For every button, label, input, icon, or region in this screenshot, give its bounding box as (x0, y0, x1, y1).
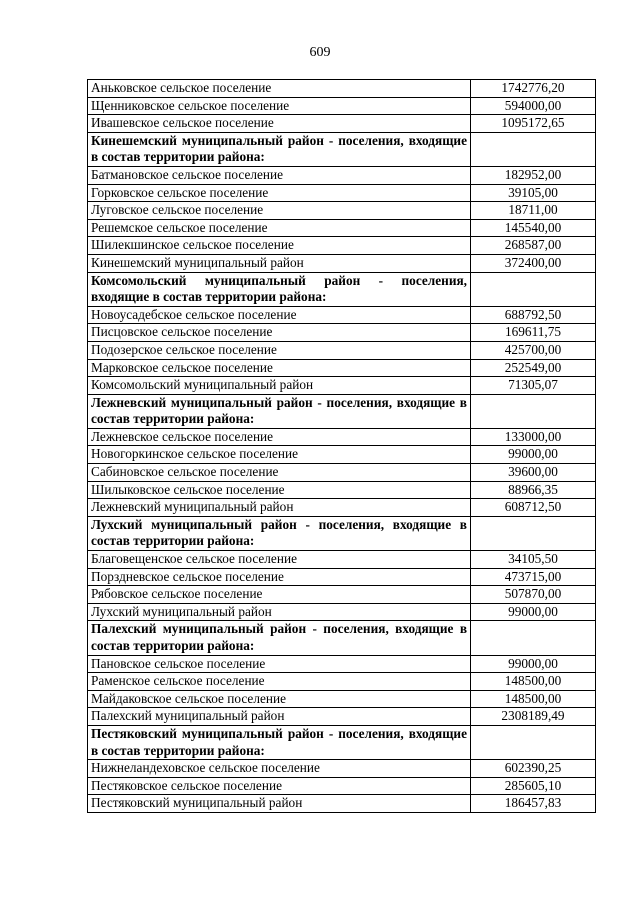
amount-cell: 594000,00 (471, 97, 596, 115)
amount-cell: 425700,00 (471, 341, 596, 359)
settlement-name: Благовещенское сельское поселение (88, 551, 471, 569)
amount-cell (471, 516, 596, 550)
settlement-name: Кинешемский муниципальный район (88, 254, 471, 272)
district-header-name: Кинешемский муниципальный район - поселения, входящие в состав территории района: (88, 132, 471, 166)
amount-cell: 602390,25 (471, 760, 596, 778)
district-header-name: Комсомольский муниципальный район - поселения, входящие в состав территории района: (88, 272, 471, 306)
amount-cell: 182952,00 (471, 166, 596, 184)
amount-cell (471, 132, 596, 166)
table-row (88, 499, 596, 517)
amount-cell: 133000,00 (471, 428, 596, 446)
table-row (88, 586, 596, 604)
amount-cell: 39600,00 (471, 464, 596, 482)
table-row (88, 428, 596, 446)
table-row (88, 377, 596, 395)
settlement-name: Шилыковское сельское поселение (88, 481, 471, 499)
table-row (88, 219, 596, 237)
amount-cell: 148500,00 (471, 690, 596, 708)
amount-cell: 88966,35 (471, 481, 596, 499)
amount-cell: 608712,50 (471, 499, 596, 517)
amount-cell: 34105,50 (471, 551, 596, 569)
table-row (88, 708, 596, 726)
amount-cell: 252549,00 (471, 359, 596, 377)
table-row (88, 306, 596, 324)
settlement-name: Майдаковское сельское поселение (88, 690, 471, 708)
page-number: 609 (309, 45, 331, 60)
amount-cell: 169611,75 (471, 324, 596, 342)
table-row (88, 359, 596, 377)
settlement-name: Шилекшинское сельское поселение (88, 237, 471, 255)
amount-cell: 473715,00 (471, 568, 596, 586)
table-row (88, 254, 596, 272)
settlement-name: Рябовское сельское поселение (88, 586, 471, 604)
settlement-name: Аньковское сельское поселение (88, 80, 471, 98)
settlement-name: Пестяковское сельское поселение (88, 777, 471, 795)
table-row (88, 777, 596, 795)
settlement-name: Новогоркинское сельское поселение (88, 446, 471, 464)
amount-cell: 372400,00 (471, 254, 596, 272)
amount-cell: 99000,00 (471, 655, 596, 673)
amount-cell: 99000,00 (471, 446, 596, 464)
table-row (88, 80, 596, 98)
table-row (88, 184, 596, 202)
settlement-name: Лежневское сельское поселение (88, 428, 471, 446)
amount-cell (471, 725, 596, 759)
table-row (88, 603, 596, 621)
settlement-name: Лухский муниципальный район (88, 603, 471, 621)
settlement-name: Пановское сельское поселение (88, 655, 471, 673)
table-row (88, 115, 596, 133)
amount-cell (471, 621, 596, 655)
table-body (88, 80, 596, 813)
settlement-name: Сабиновское сельское поселение (88, 464, 471, 482)
table-row (88, 568, 596, 586)
settlement-name: Луговское сельское поселение (88, 202, 471, 220)
table-row (88, 655, 596, 673)
district-header-row (88, 132, 596, 166)
table-row (88, 237, 596, 255)
amount-cell: 2308189,49 (471, 708, 596, 726)
amount-cell: 507870,00 (471, 586, 596, 604)
district-header-row (88, 394, 596, 428)
settlement-name: Решемское сельское поселение (88, 219, 471, 237)
settlement-name: Горковское сельское поселение (88, 184, 471, 202)
amount-cell: 688792,50 (471, 306, 596, 324)
settlement-name: Нижнеландеховское сельское поселение (88, 760, 471, 778)
settlement-name: Ивашевское сельское поселение (88, 115, 471, 133)
settlement-name: Раменское сельское поселение (88, 673, 471, 691)
settlement-name: Подозерское сельское поселение (88, 341, 471, 359)
table-row (88, 760, 596, 778)
budget-table (87, 79, 596, 813)
settlement-name: Новоусадебское сельское поселение (88, 306, 471, 324)
table-row (88, 324, 596, 342)
amount-cell: 18711,00 (471, 202, 596, 220)
settlement-name: Лежневский муниципальный район (88, 499, 471, 517)
amount-cell: 99000,00 (471, 603, 596, 621)
settlement-name: Писцовское сельское поселение (88, 324, 471, 342)
settlement-name: Батмановское сельское поселение (88, 166, 471, 184)
district-header-row (88, 621, 596, 655)
amount-cell: 268587,00 (471, 237, 596, 255)
table-row (88, 551, 596, 569)
table-row (88, 341, 596, 359)
amount-cell: 145540,00 (471, 219, 596, 237)
table-row (88, 202, 596, 220)
settlement-name: Марковское сельское поселение (88, 359, 471, 377)
amount-cell: 148500,00 (471, 673, 596, 691)
settlement-name: Комсомольский муниципальный район (88, 377, 471, 395)
amount-cell (471, 272, 596, 306)
district-header-name: Палехский муниципальный район - поселения, входящие в состав территории района: (88, 621, 471, 655)
amount-cell: 1742776,20 (471, 80, 596, 98)
table-row (88, 481, 596, 499)
district-header-row (88, 725, 596, 759)
table-row (88, 795, 596, 813)
table-row (88, 97, 596, 115)
district-header-row (88, 516, 596, 550)
district-header-name: Пестяковский муниципальный район - поселения, входящие в состав территории района: (88, 725, 471, 759)
amount-cell: 186457,83 (471, 795, 596, 813)
table-row (88, 690, 596, 708)
settlement-name: Пестяковский муниципальный район (88, 795, 471, 813)
district-header-row (88, 272, 596, 306)
settlement-name: Порздневское сельское поселение (88, 568, 471, 586)
amount-cell: 285605,10 (471, 777, 596, 795)
settlement-name: Щенниковское сельское поселение (88, 97, 471, 115)
amount-cell: 1095172,65 (471, 115, 596, 133)
district-header-name: Лежневский муниципальный район - поселения, входящие в состав территории района: (88, 394, 471, 428)
amount-cell: 71305,07 (471, 377, 596, 395)
settlement-name: Палехский муниципальный район (88, 708, 471, 726)
amount-cell (471, 394, 596, 428)
amount-cell: 39105,00 (471, 184, 596, 202)
table-row (88, 464, 596, 482)
district-header-name: Лухский муниципальный район - поселения, входящие в состав территории района: (88, 516, 471, 550)
table-row (88, 446, 596, 464)
table-row (88, 673, 596, 691)
table-row (88, 166, 596, 184)
